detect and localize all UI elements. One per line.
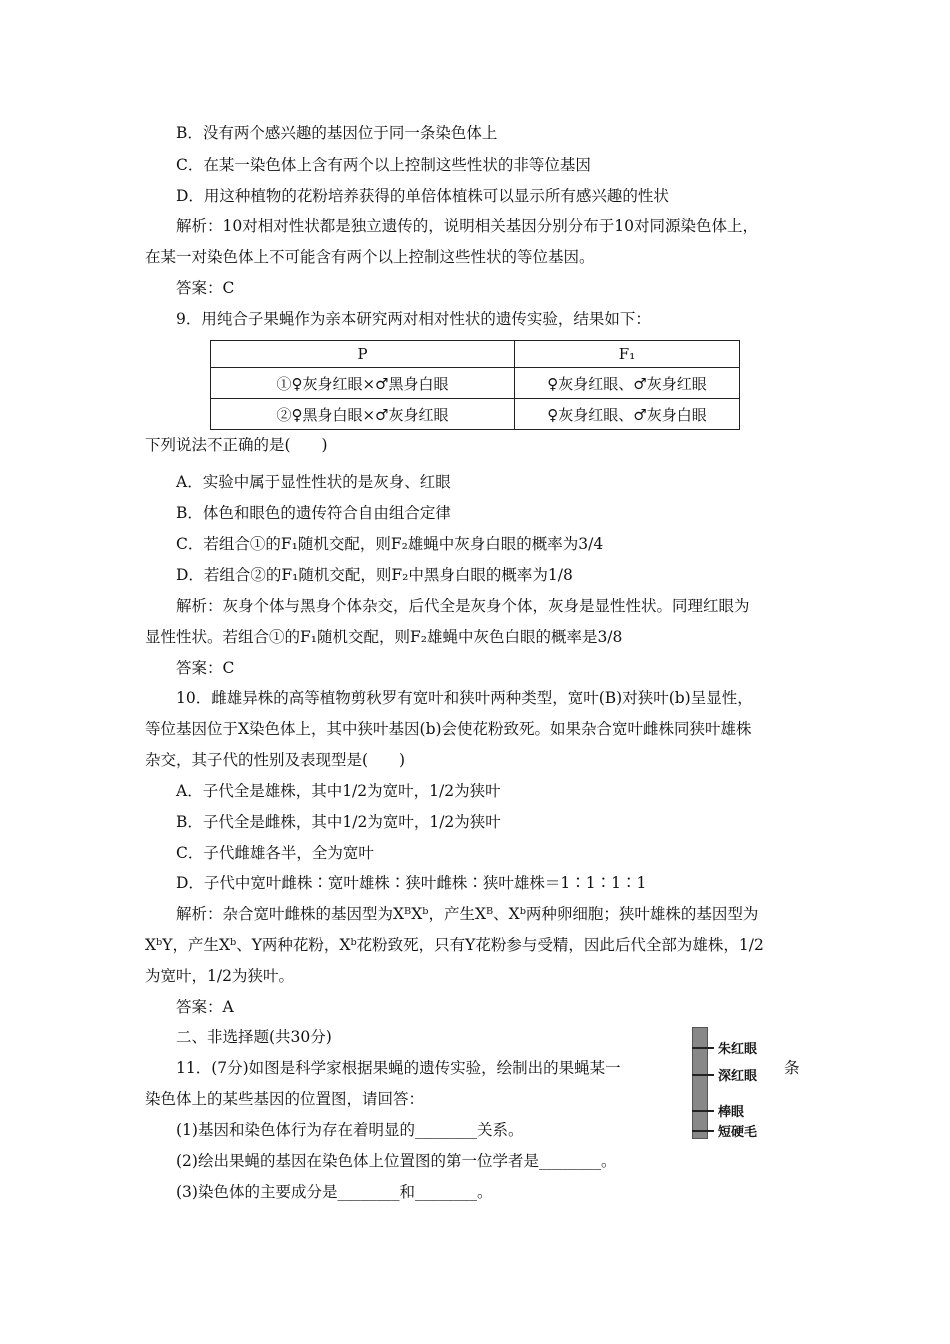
q10-opt-b: B．子代全是雌株，其中1/2为宽叶，1/2为狭叶 [176, 813, 501, 831]
q11-stem-line2: 染色体上的某些基因的位置图，请回答： [145, 1090, 425, 1108]
q10-analysis-line2: XᵇY，产生Xᵇ、Y两种花粉，Xᵇ花粉致死，只有Y花粉参与受精，因此后代全部为雄株，1/2 [145, 936, 764, 954]
gene-label: 短硬毛 [718, 1125, 758, 1140]
q8-opt-c: C．在某一染色体上含有两个以上控制这些性状的非等位基因 [176, 156, 591, 174]
q9-analysis-line2: 显性性状。若组合①的F₁随机交配，则F₂雄蝇中灰色白眼的概率是3/8 [145, 628, 623, 646]
q9-analysis-line1: 解析：灰身个体与黑身个体杂交，后代全是灰身个体，灰身是显性性状。同理红眼为 [176, 597, 750, 615]
q10-analysis-line3: 为宽叶，1/2为狭叶。 [145, 967, 294, 985]
gene-marker [692, 1047, 714, 1049]
table-header-row [211, 341, 740, 368]
q11-part3: (3)染色体的主要成分是________和________。 [176, 1183, 493, 1201]
q8-opt-b: B．没有两个感兴趣的基因位于同一条染色体上 [176, 124, 498, 142]
q8-answer: 答案：C [176, 279, 235, 297]
q11-stem-tail: 条 [784, 1059, 800, 1077]
q9-opt-c: C．若组合①的F₁随机交配，则F₂雄蝇中灰身白眼的概率为3/4 [176, 535, 604, 553]
q11-stem-line1: 11．(7分)如图是科学家根据果蝇的遗传实验，绘制出的果蝇某一 [176, 1059, 621, 1077]
gene-marker [692, 1130, 714, 1132]
q9-opt-a: A．实验中属于显性性状的是灰身、红眼 [176, 473, 451, 491]
gene-marker [692, 1074, 714, 1076]
q8-analysis-line2: 在某一对染色体上不可能含有两个以上控制这些性状的等位基因。 [145, 248, 595, 266]
table-cell: ②♀黑身白眼×♂灰身红眼 [211, 399, 515, 430]
gene-label: 深红眼 [718, 1069, 758, 1084]
cross-table [210, 340, 740, 430]
q11-part2: (2)绘出果蝇的基因在染色体上位置图的第一位学者是________。 [176, 1152, 617, 1170]
q10-stem-line2: 等位基因位于X染色体上，其中狭叶基因(b)会使花粉致死。如果杂合宽叶雌株同狭叶雄株 [145, 720, 752, 738]
table-row [211, 368, 740, 399]
q10-opt-d: D．子代中宽叶雌株∶宽叶雄株∶狭叶雌株∶狭叶雄株＝1∶1∶1∶1 [176, 874, 647, 892]
q9-stem: 9．用纯合子果蝇作为亲本研究两对相对性状的遗传实验，结果如下： [176, 310, 651, 328]
header-f1: F₁ [515, 341, 740, 368]
section-title: 二、非选择题(共30分) [176, 1028, 332, 1046]
q10-answer: 答案：A [176, 998, 234, 1016]
q9-opt-d: D．若组合②的F₁随机交配，则F₂中黑身白眼的概率为1/8 [176, 566, 573, 584]
gene-label: 棒眼 [718, 1105, 745, 1120]
q10-opt-c: C．子代雌雄各半，全为宽叶 [176, 844, 374, 862]
table-cell: ♀灰身红眼、♂灰身白眼 [515, 399, 740, 430]
q8-analysis-line1: 解析：10对相对性状都是独立遗传的，说明相关基因分别分布于10对同源染色体上， [176, 217, 758, 235]
q10-opt-a: A．子代全是雄株，其中1/2为宽叶，1/2为狭叶 [176, 782, 501, 800]
q10-stem-line3: 杂交，其子代的性别及表现型是( ) [145, 751, 406, 769]
table-cell: ♀灰身红眼、♂灰身红眼 [515, 368, 740, 399]
q8-opt-d: D．用这种植物的花粉培养获得的单倍体植株可以显示所有感兴趣的性状 [176, 187, 669, 205]
header-p: P [211, 341, 515, 368]
q9-answer: 答案：C [176, 659, 235, 677]
gene-label: 朱红眼 [718, 1042, 758, 1057]
gene-marker [692, 1110, 714, 1112]
table-row [211, 399, 740, 430]
chromosome-bar [692, 1027, 708, 1139]
q9-opt-b: B．体色和眼色的遗传符合自由组合定律 [176, 504, 451, 522]
q10-analysis-line1: 解析：杂合宽叶雌株的基因型为XᴮXᵇ，产生Xᴮ、Xᵇ两种卵细胞；狭叶雄株的基因型为 [176, 905, 759, 923]
q11-part1: (1)基因和染色体行为存在着明显的________关系。 [176, 1121, 524, 1139]
table-cell: ①♀灰身红眼×♂黑身白眼 [211, 368, 515, 399]
q9-question: 下列说法不正确的是( ) [145, 436, 328, 454]
q10-stem-line1: 10．雌雄异株的高等植物剪秋罗有宽叶和狭叶两种类型，宽叶(B)对狭叶(b)呈显性， [176, 689, 753, 707]
